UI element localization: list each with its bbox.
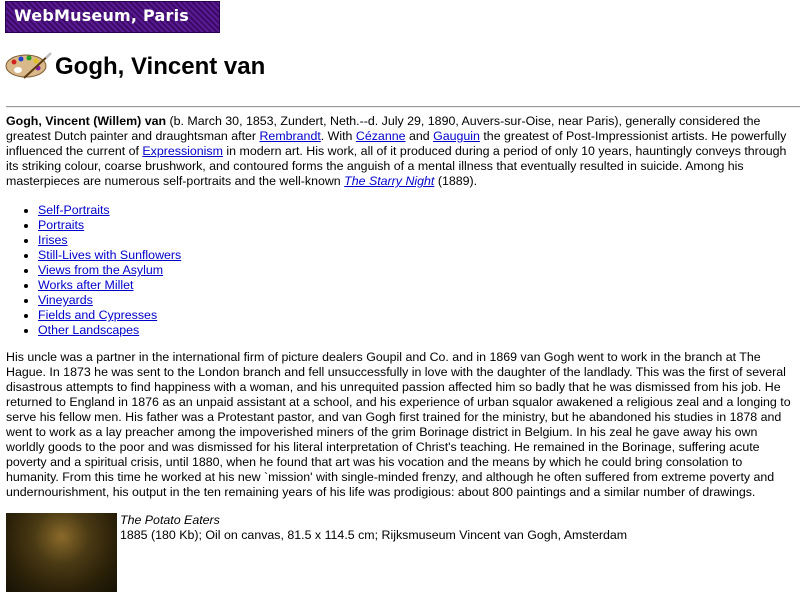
intro-text: . With [320, 129, 356, 143]
intro-text: the greatest of Post-Impressionist artists. He powerfully influenced the current of [6, 129, 787, 158]
banner-text: WebMuseum, Paris [14, 6, 189, 25]
intro-text: and [405, 129, 434, 143]
list-item [38, 203, 181, 218]
link-starry-night[interactable] [344, 174, 434, 188]
intro-text: (b. March 30, 1853, Zundert, Neth.--d. July 29, 1890, Auvers-sur-Oise, near Paris), generally considered the greatest Dutch painter and draughtsman after [6, 114, 761, 143]
webmuseum-banner[interactable] [5, 1, 220, 33]
potato-eaters-thumbnail[interactable] [6, 513, 117, 592]
list-item [38, 248, 181, 263]
topic-link-sunflowers[interactable]: Still-Lives with Sunflowers [38, 248, 182, 262]
topic-link-portraits[interactable]: Portraits [38, 218, 85, 232]
topic-link-self-portraits[interactable]: Self-Portraits [38, 203, 110, 217]
starry-night-title[interactable]: The Starry Night [344, 174, 435, 188]
link-rembrandt[interactable]: Rembrandt [259, 129, 321, 143]
artist-name: Gogh, Vincent (Willem) van [6, 114, 167, 128]
intro-text: in modern art. His work, all of it produced during a period of only 10 years, hauntingly conveys through its striking colour, coarse brushwork, and contoured forms the anguish of a mental illness that eventually resulted in suicide. Among his masterpieces are numerous self-portraits and the well-known [6, 144, 787, 188]
topics-list [6, 203, 181, 338]
topic-link-millet[interactable]: Works after Millet [38, 278, 134, 292]
topic-link-fields-cypresses[interactable]: Fields and Cypresses [38, 308, 158, 322]
page-title: Gogh, Vincent van [55, 53, 266, 80]
list-item [38, 278, 181, 293]
artwork-caption [120, 513, 627, 543]
topic-link-other-landscapes[interactable]: Other Landscapes [38, 323, 140, 337]
intro-paragraph [6, 114, 794, 189]
topic-link-irises[interactable]: Irises [38, 233, 68, 247]
artwork-title: The Potato Eaters [120, 513, 220, 527]
list-item [38, 263, 181, 278]
link-cezanne[interactable]: Cézanne [355, 129, 406, 143]
list-item [38, 218, 181, 233]
biography-paragraph: His uncle was a partner in the international firm of picture dealers Goupil and Co. and in 1869 van Gogh went to work in the branch at The Hague. In 1873 he was sent to the London branch and fell unsuccessfully in love with the daughter of the landlady. This was the first of several disastrous attempts to find happiness with a woman, and his unrequited passion affected him so badly that he was dismissed from his job. He returned to England in 1876 as an unpaid assistant at a school, and his experience of urban squalor awakened a religious zeal and a longing to serve his fellow men. His father was a Protestant pastor, and van Gogh first trained for the ministry, but he abandoned his studies in 1878 and went to work as a lay preacher among the impoverished miners of the grim Borinage district in Belgium. In his zeal he gave away his own worldly goods to the poor and was dismissed for his literal interpretation of Christ's teaching. He remained in the Borinage, suffering acute poverty and a spiritual crisis, until 1880, when he found that art was his vocation and the means by which he could bring consolation to humanity. From this time he worked at his new `mission' with single-minded frenzy, and although he often suffered from extreme poverty and undernourishment, his output in the ten remaining years of his life was prodigious: about 800 paintings and a similar number of drawings. [6, 350, 791, 499]
intro-text: (1889). [434, 174, 478, 188]
list-item [38, 233, 181, 248]
topic-link-asylum[interactable]: Views from the Asylum [38, 263, 164, 277]
list-item [38, 308, 181, 323]
link-expressionism[interactable]: Expressionism [142, 144, 223, 158]
divider [6, 106, 800, 108]
link-gauguin[interactable]: Gauguin [433, 129, 480, 143]
artwork-details: 1885 (180 Kb); Oil on canvas, 81.5 x 114.5 cm; Rijksmuseum Vincent van Gogh, Amsterdam [120, 528, 628, 542]
list-item [38, 293, 181, 308]
topic-link-vineyards[interactable]: Vineyards [38, 293, 93, 307]
artist-palette-icon [4, 50, 52, 80]
list-item [38, 323, 181, 338]
